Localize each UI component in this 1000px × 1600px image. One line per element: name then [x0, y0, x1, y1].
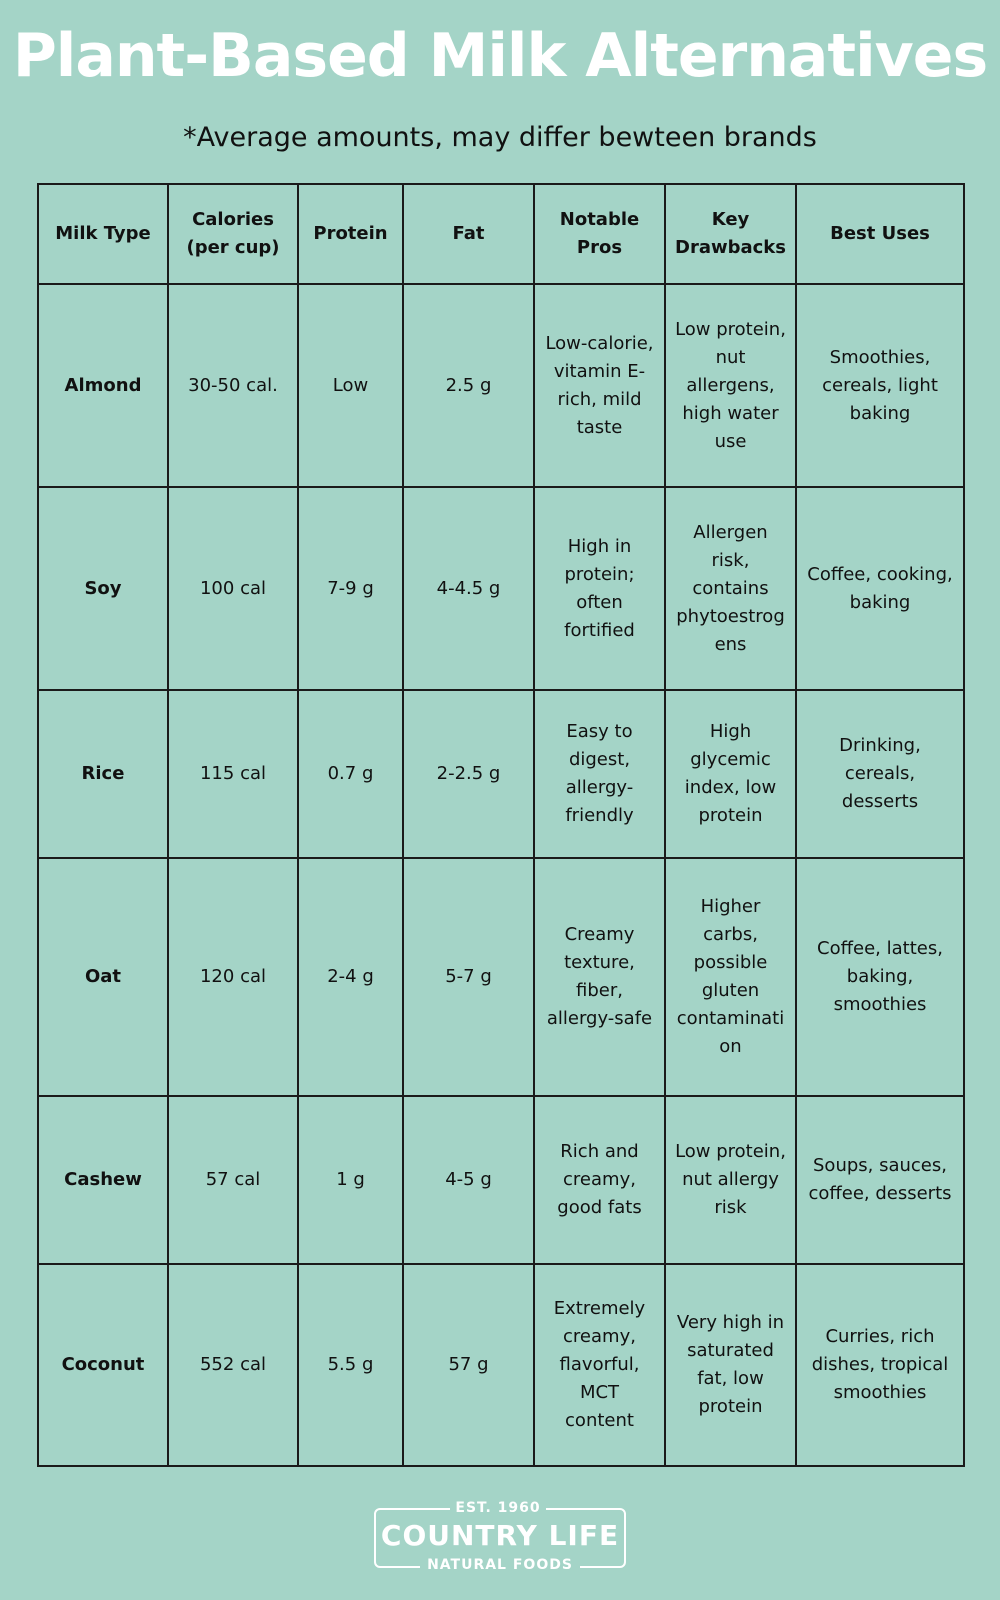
cell-drawbacks: High glycemic index, low protein [665, 690, 796, 858]
cell-milk-type: Rice [38, 690, 168, 858]
cell-protein: 0.7 g [298, 690, 403, 858]
cell-pros: Easy to digest, allergy-friendly [534, 690, 665, 858]
cell-calories: 30-50 cal. [168, 284, 298, 487]
column-header-fat: Fat [403, 184, 534, 284]
cell-pros: Creamy texture, fiber, allergy-safe [534, 858, 665, 1096]
page-subtitle: *Average amounts, may differ bewteen brands [183, 122, 817, 153]
cell-fat: 57 g [403, 1264, 534, 1466]
cell-protein: Low [298, 284, 403, 487]
table-row-rice [38, 690, 964, 858]
cell-uses: Coffee, lattes, baking, smoothies [796, 858, 964, 1096]
cell-uses: Soups, sauces, coffee, desserts [796, 1096, 964, 1264]
cell-calories: 552 cal [168, 1264, 298, 1466]
cell-pros: Low-calorie, vitamin E-rich, mild taste [534, 284, 665, 487]
column-header-milk-type: Milk Type [38, 184, 168, 284]
column-header-calories: Calories (per cup) [168, 184, 298, 284]
table-row-cashew [38, 1096, 964, 1264]
cell-milk-type: Cashew [38, 1096, 168, 1264]
cell-uses: Smoothies, cereals, light baking [796, 284, 964, 487]
cell-protein: 2-4 g [298, 858, 403, 1096]
cell-pros: High in protein; often fortified [534, 487, 665, 690]
logo-tagline: NATURAL FOODS [420, 1556, 580, 1574]
cell-uses: Drinking, cereals, desserts [796, 690, 964, 858]
milk-comparison-table [37, 183, 965, 1467]
cell-fat: 2.5 g [403, 284, 534, 487]
cell-pros: Extremely creamy, flavorful, MCT content [534, 1264, 665, 1466]
cell-drawbacks: Low protein, nut allergens, high water use [665, 284, 796, 487]
cell-drawbacks: Very high in saturated fat, low protein [665, 1264, 796, 1466]
table-row-oat [38, 858, 964, 1096]
table-row-coconut [38, 1264, 964, 1466]
cell-protein: 1 g [298, 1096, 403, 1264]
column-header-pros: Notable Pros [534, 184, 665, 284]
cell-pros: Rich and creamy, good fats [534, 1096, 665, 1264]
table-header-row [38, 184, 964, 284]
cell-calories: 57 cal [168, 1096, 298, 1264]
cell-fat: 2-2.5 g [403, 690, 534, 858]
cell-milk-type: Coconut [38, 1264, 168, 1466]
cell-uses: Coffee, cooking, baking [796, 487, 964, 690]
logo-brand-name: COUNTRY LIFE [380, 1519, 620, 1552]
cell-protein: 7-9 g [298, 487, 403, 690]
brand-logo [374, 1500, 626, 1590]
cell-calories: 100 cal [168, 487, 298, 690]
logo-est-year: EST. 1960 [450, 1500, 546, 1516]
cell-drawbacks: Allergen risk, contains phytoestrogens [665, 487, 796, 690]
cell-uses: Curries, rich dishes, tropical smoothies [796, 1264, 964, 1466]
cell-fat: 4-4.5 g [403, 487, 534, 690]
cell-milk-type: Almond [38, 284, 168, 487]
table-row-almond [38, 284, 964, 487]
column-header-drawbacks: Key Drawbacks [665, 184, 796, 284]
cell-protein: 5.5 g [298, 1264, 403, 1466]
cell-fat: 5-7 g [403, 858, 534, 1096]
column-header-protein: Protein [298, 184, 403, 284]
column-header-uses: Best Uses [796, 184, 964, 284]
table-row-soy [38, 487, 964, 690]
cell-fat: 4-5 g [403, 1096, 534, 1264]
cell-milk-type: Oat [38, 858, 168, 1096]
cell-drawbacks: Low protein, nut allergy risk [665, 1096, 796, 1264]
cell-milk-type: Soy [38, 487, 168, 690]
cell-drawbacks: Higher carbs, possible gluten contamination [665, 858, 796, 1096]
page-title: Plant-Based Milk Alternatives [12, 21, 988, 91]
cell-calories: 115 cal [168, 690, 298, 858]
cell-calories: 120 cal [168, 858, 298, 1096]
